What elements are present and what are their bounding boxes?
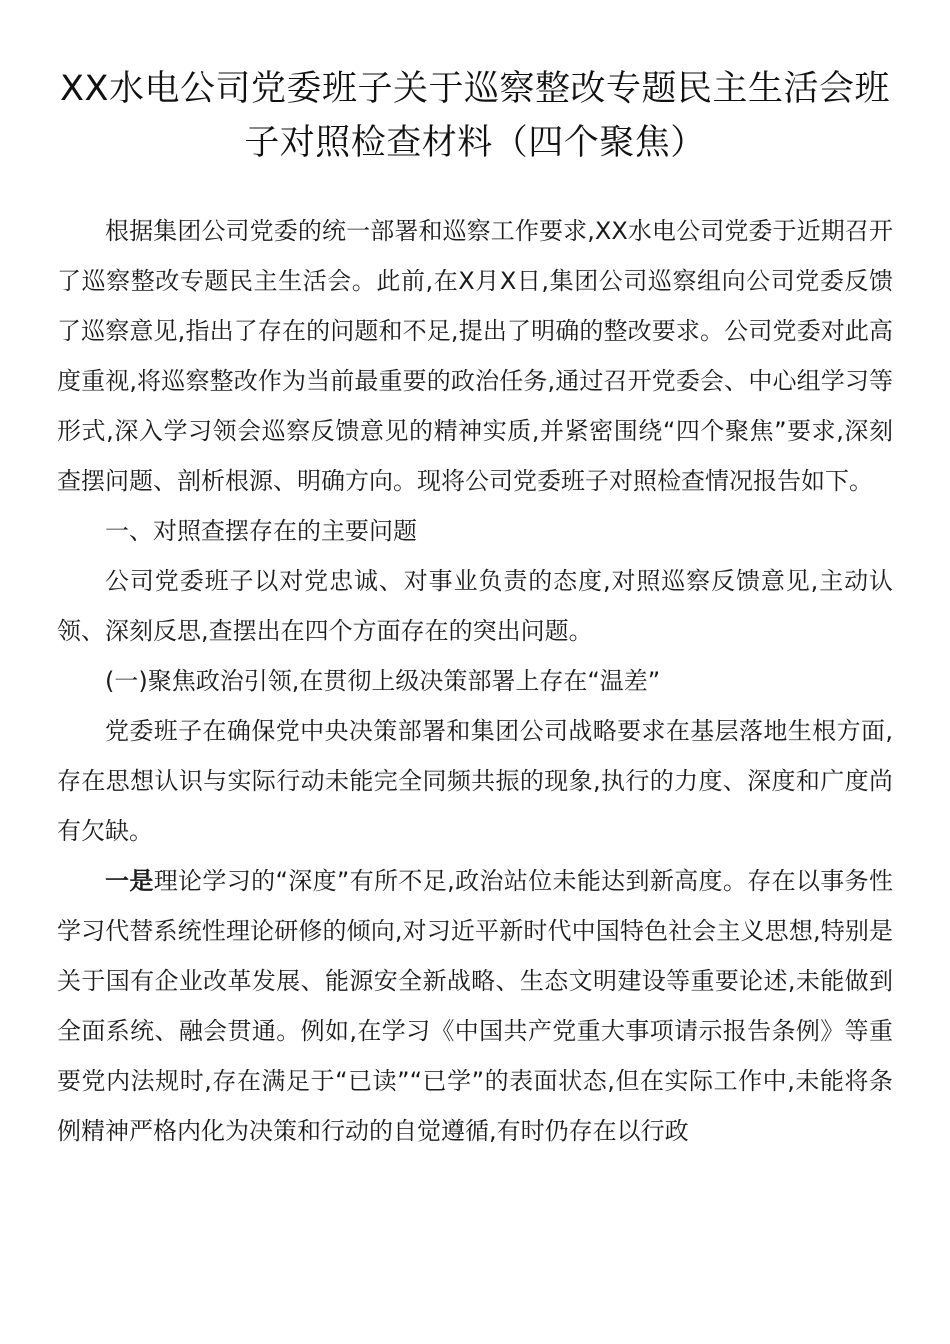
intro-paragraph: 根据集团公司党委的统一部署和巡察工作要求,XX水电公司党委于近期召开了巡察整改专题民主生活会。此前,在X月X日,集团公司巡察组向公司党委反馈了巡察意见,指出了存在的问题和不足,提出了明确的整改要求。公司党委对此高度重视,将巡察整改作为当前最重要的政治任务,通过召开党委会、中心组学习等形式,深入学习领会巡察反馈意见的精神实质,并紧密围绕“四个聚焦”要求,深刻查摆问题、剖析根源、明确方向。现将公司党委班子对照检查情况报告如下。	[57, 217, 893, 495]
point-1-lead: 一是	[105, 867, 154, 895]
document-title: XX水电公司党委班子关于巡察整改专题民主生活会班子对照检查材料（四个聚焦）	[60, 69, 890, 163]
document-body	[57, 206, 893, 1156]
subsection-heading-1: (一)聚焦政治引领,在贯彻上级决策部署上存在“温差”	[105, 667, 661, 695]
point-1-text: 理论学习的“深度”有所不足,政治站位未能达到新高度。存在以事务性学习代替系统性理论研修的倾向,对习近平新时代中国特色社会主义思想,特别是关于国有企业改革发展、能源安全新战略、生态文明建设等重要论述,未能做到全面系统、融会贯通。例如,在学习《中国共产党重大事项请示报告条例》等重要党内法规时,存在满足于“已读”“已学”的表面状态,但在实际工作中,未能将条例精神严格内化为决策和行动的自觉遵循,有时仍存在以行政	[57, 867, 894, 1145]
point-1-paragraph	[57, 856, 893, 1156]
document-page	[57, 62, 893, 1156]
section-1-paragraph: 公司党委班子以对党忠诚、对事业负责的态度,对照巡察反馈意见,主动认领、深刻反思,查摆出在四个方面存在的突出问题。	[57, 567, 893, 645]
subsection-1-paragraph: 党委班子在确保党中央决策部署和集团公司战略要求在基层落地生根方面,存在思想认识与实际行动未能完全同频共振的现象,执行的力度、深度和广度尚有欠缺。	[57, 717, 893, 845]
section-heading-1: 一、对照查摆存在的主要问题	[105, 517, 417, 545]
